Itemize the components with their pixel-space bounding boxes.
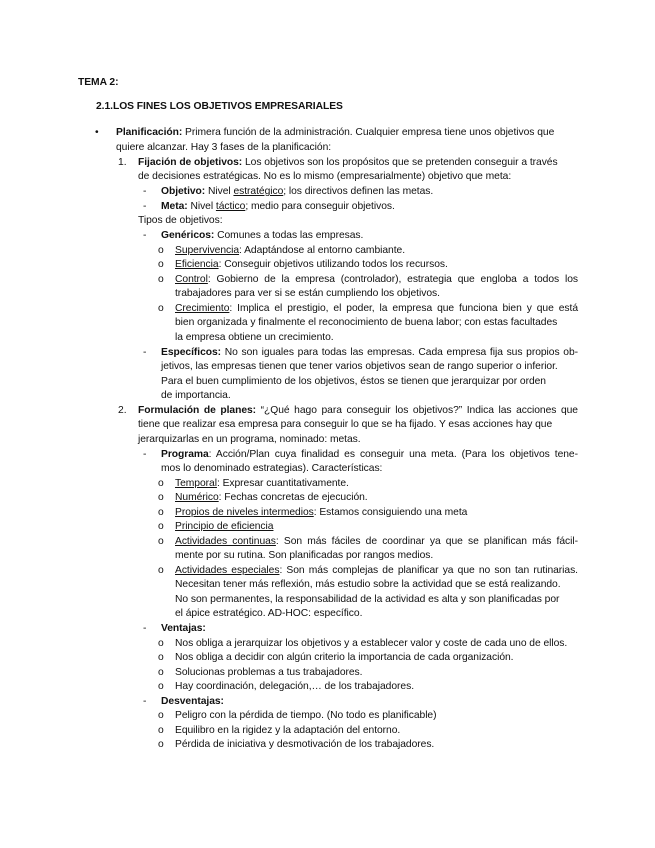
especificos-line-4: de importancia. [161,390,231,401]
circle-marker: o [158,274,164,285]
circle-marker: o [158,259,164,270]
programa-text: : Acción/Plan cuya finalidad es conseguir una meta. (Para los objetivos tene- [208,449,578,460]
temporal-item [175,477,349,492]
dash-marker: - [143,347,147,358]
ventajas-label: Ventajas: [161,623,206,634]
ventaja-item: Hay coordinación, delegación,… de los trabajadores. [175,681,415,692]
especificos-line-3: Para el buen cumplimiento de los objetivos, éstos se tienen que jerarquizar por orden [161,376,546,387]
crecimiento-line-2: bien organizada y finalmente el reconocimiento de buena labor; con estas facultades [175,317,558,328]
dash-marker: - [143,201,147,212]
programa-item [161,448,578,463]
circle-marker: o [158,739,164,750]
dash-marker: - [143,696,147,707]
actividades-especiales-line-2: Necesitan tener más reflexión, más estudio sobre la actividad que se está realizando. [175,579,561,590]
circle-marker: o [158,710,164,721]
fijacion-line-1 [138,156,558,171]
circle-marker: o [158,536,164,547]
formulacion-text: “¿Qué hago para conseguir los objetivos?” Indica las acciones que [256,405,578,416]
objetivo-item [161,185,433,200]
meta-post: ; medio para conseguir objetivos. [245,201,395,212]
actividades-especiales-line-3: No son permanentes, la responsabilidad de la actividad es alta y son planificadas por [175,594,560,605]
eficiencia-text: : Conseguir objetivos utilizando todos los recursos. [218,259,448,270]
ventaja-item: Nos obliga a jerarquizar los objetivos y a establecer valor y coste de cada uno de ellos. [175,638,568,649]
ventaja-item: Solucionas problemas a tus trabajadores. [175,667,363,678]
tipos-heading: Tipos de objetivos: [138,215,223,226]
planificacion-line-2: quiere alcanzar. Hay 3 fases de la planificación: [116,142,332,153]
especificos-line-2: jetivos, las empresas tienen que tener varios objetivos sean de rango superior o inferior. [161,361,558,372]
fijacion-line-2: de decisiones estratégicas. No es lo mismo (empresarialmente) objetivo que meta: [138,171,512,182]
desventaja-item: Pérdida de iniciativa y desmotivación de los trabajadores. [175,739,435,750]
list-number: 2. [118,405,127,416]
crecimiento-text: : Implica el prestigio, el poder, la empresa que funciona bien y que está [229,303,578,314]
meta-item [161,200,395,215]
dash-marker: - [143,186,147,197]
crecimiento-line-3: la empresa obtiene un crecimiento. [175,332,334,343]
genericos-text: Comunes a todas las empresas. [214,230,364,241]
planificacion-text: Primera función de la administración. Cualquier empresa tiene unos objetivos que [182,127,555,138]
page-title: TEMA 2: [78,77,119,88]
supervivencia-item [175,244,405,259]
meta-underlined: táctico [215,201,246,212]
control-text: : Gobierno de la empresa (controlador), estrategia que engloba a todos los [207,274,578,285]
objetivo-post: ; los directivos definen las metas. [283,186,434,197]
actividades-especiales-line-4: el ápice estratégico. AD-HOC: específico. [175,608,363,619]
numerico-item [175,491,368,506]
circle-marker: o [158,565,164,576]
especificos-item [161,346,578,361]
bullet-marker: • [95,127,99,138]
eficiencia-term: Eficiencia [175,259,219,270]
crecimiento-item [175,302,578,317]
circle-marker: o [158,638,164,649]
desventaja-item: Peligro con la pérdida de tiempo. (No todo es planificable) [175,710,437,721]
formulacion-line-1 [138,404,578,419]
section-heading: 2.1.LOS FINES LOS OBJETIVOS EMPRESARIALES [96,101,343,112]
objetivo-underlined: estratégico [233,186,284,197]
eficiencia-item [175,258,448,273]
meta-pre: Nivel [187,201,216,212]
fijacion-label: Fijación de objetivos: [138,157,243,168]
especificos-label: Específicos: [161,347,222,358]
numerico-text: : Fechas concretas de ejecución. [218,492,368,503]
circle-marker: o [158,245,164,256]
especificos-text: No son iguales para todas las empresas. Cada empresa fija sus propios ob- [221,347,578,358]
circle-marker: o [158,478,164,489]
propios-term: Propios de niveles intermedios [175,507,314,518]
propios-item [175,506,467,521]
circle-marker: o [158,303,164,314]
planificacion-label: Planificación: [116,127,183,138]
ventaja-item: Nos obliga a decidir con algún criterio la importancia de cada organización. [175,652,514,663]
actividades-continuas-term: Actividades continuas [175,536,276,547]
programa-line-2: mos lo denominado estrategias). Características: [161,463,383,474]
temporal-term: Temporal [175,478,217,489]
circle-marker: o [158,507,164,518]
desventaja-item: Equilibro en la rigidez y la adaptación del entorno. [175,725,401,736]
control-item [175,273,578,288]
control-term: Control [175,274,208,285]
genericos-label: Genéricos: [161,230,215,241]
numerico-term: Numérico [175,492,219,503]
propios-text: : Estamos consiguiendo una meta [313,507,468,518]
desventajas-label: Desventajas: [161,696,224,707]
dash-marker: - [143,449,147,460]
list-number: 1. [118,157,127,168]
circle-marker: o [158,681,164,692]
formulacion-line-2: tiene que realizar esa empresa para conseguir lo que se ha fijado. Y esas acciones hay que [138,419,553,430]
dash-marker: - [143,230,147,241]
control-line-2: trabajadores para ver si se están cumpliendo los objetivos. [175,288,440,299]
fijacion-text: Los objetivos son los propósitos que se pretenden conseguir a través [242,157,558,168]
supervivencia-term: Supervivencia [175,245,240,256]
actividades-continuas-text: : Son más fáciles de coordinar ya que se planifican más fácil- [275,536,579,547]
actividades-continuas-item [175,535,578,550]
circle-marker: o [158,725,164,736]
genericos-item [161,229,363,244]
actividades-especiales-term: Actividades especiales [175,565,280,576]
crecimiento-term: Crecimiento [175,303,230,314]
circle-marker: o [158,521,164,532]
principio-eficiencia-item: Principio de eficiencia [175,521,274,532]
circle-marker: o [158,667,164,678]
dash-marker: - [143,623,147,634]
circle-marker: o [158,652,164,663]
planificacion-line-1 [116,126,554,141]
actividades-especiales-item [175,564,578,579]
actividades-continuas-line-2: mente por su rutina. Son planificadas por rangos medios. [175,550,434,561]
formulacion-line-3: jerarquizarlas en un programa, nominado: metas. [138,434,361,445]
supervivencia-text: : Adaptándose al entorno cambiante. [239,245,406,256]
actividades-especiales-text: : Son más complejas de planificar ya que no son tan rutinarias. [279,565,578,576]
programa-label: Programa [161,449,209,460]
temporal-text: : Expresar cuantitativamente. [216,478,349,489]
meta-label: Meta: [161,201,188,212]
objetivo-label: Objetivo: [161,186,206,197]
objetivo-pre: Nivel [205,186,234,197]
circle-marker: o [158,492,164,503]
formulacion-label: Formulación de planes: [138,405,257,416]
